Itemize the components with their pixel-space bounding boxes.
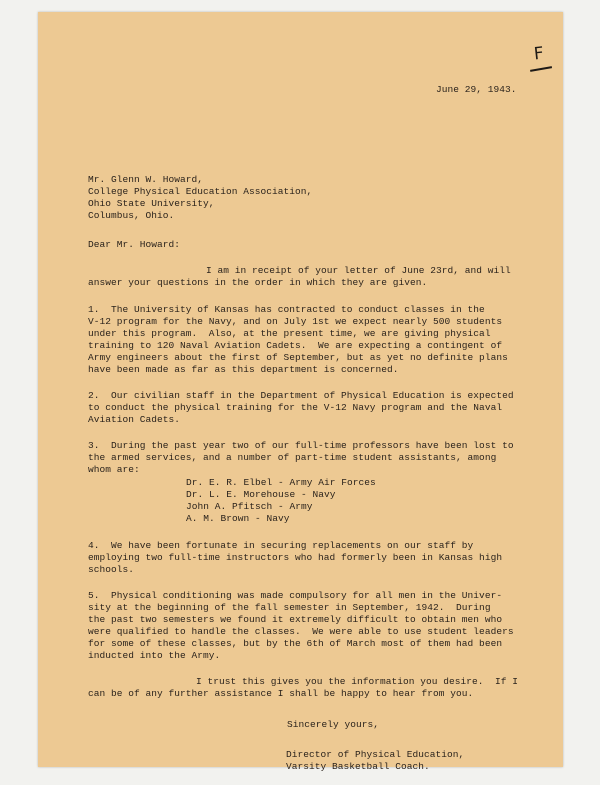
body-line: to conduct the physical training for the V-12 Navy program and the Naval	[88, 402, 503, 413]
staff-list-item: Dr. E. R. Elbel - Army Air Forces	[186, 477, 376, 488]
body-line: 2. Our civilian staff in the Department of Physical Education is expected	[88, 390, 514, 401]
body-line: schools.	[88, 564, 135, 575]
signature-line: Varsity Basketball Coach.	[286, 761, 430, 772]
salutation: Dear Mr. Howard:	[88, 239, 181, 250]
body-line: the armed services, and a number of part-time student assistants, among	[88, 452, 497, 463]
body-line: the past two semesters we found it extremely difficult to obtain men who	[88, 614, 503, 625]
body-line: answer your questions in the order in which they are given.	[88, 277, 428, 288]
valediction: Sincerely yours,	[287, 719, 380, 730]
recipient-line: Columbus, Ohio.	[88, 210, 175, 221]
staff-list-item: Dr. L. E. Morehouse - Navy	[186, 489, 336, 500]
body-line: for some of these classes, but by the 6th of March most of them had been	[88, 638, 503, 649]
body-line: Army engineers about the first of September, but as yet no definite plans	[88, 352, 508, 363]
recipient-line: Mr. Glenn W. Howard,	[88, 174, 204, 185]
body-line: Aviation Cadets.	[88, 414, 181, 425]
body-line: were qualified to handle the classes. We were able to use student leaders	[88, 626, 514, 637]
body-line: employing two full-time instructors who had formerly been in Kansas high	[88, 552, 503, 563]
body-line: 3. During the past year two of our full-time professors have been lost to	[88, 440, 514, 451]
body-line: sity at the beginning of the fall semester in September, 1942. During	[88, 602, 491, 613]
body-line: 5. Physical conditioning was made compulsory for all men in the Univer-	[88, 590, 503, 601]
body-line: I trust this gives you the information you desire. If I	[196, 676, 519, 687]
body-line: 1. The University of Kansas has contracted to conduct classes in the	[88, 304, 485, 315]
body-line: I am in receipt of your letter of June 23rd, and will	[206, 265, 511, 276]
body-line: training to 120 Naval Aviation Cadets. We are expecting a contingent of	[88, 340, 503, 351]
body-line: can be of any further assistance I shall be happy to hear from you.	[88, 688, 474, 699]
staff-list-item: John A. Pfitsch - Army	[186, 501, 313, 512]
body-line: V-12 program for the Navy, and on July 1st we expect nearly 500 students	[88, 316, 503, 327]
body-line: inducted into the Army.	[88, 650, 221, 661]
archive-mark: F	[532, 43, 545, 65]
letter-date: June 29, 1943.	[436, 84, 517, 95]
letter-page	[38, 12, 563, 772]
body-line: under this program. Also, at the present time, we are giving physical	[88, 328, 491, 339]
recipient-line: College Physical Education Association,	[88, 186, 313, 197]
signature-line: Director of Physical Education,	[286, 749, 465, 760]
body-line: 4. We have been fortunate in securing replacements on our staff by	[88, 540, 474, 551]
staff-list-item: A. M. Brown - Navy	[186, 513, 290, 524]
recipient-line: Ohio State University,	[88, 198, 215, 209]
body-line: whom are:	[88, 464, 140, 475]
archive-mark-underline	[530, 66, 552, 71]
body-line: have been made as far as this department is concerned.	[88, 364, 399, 375]
